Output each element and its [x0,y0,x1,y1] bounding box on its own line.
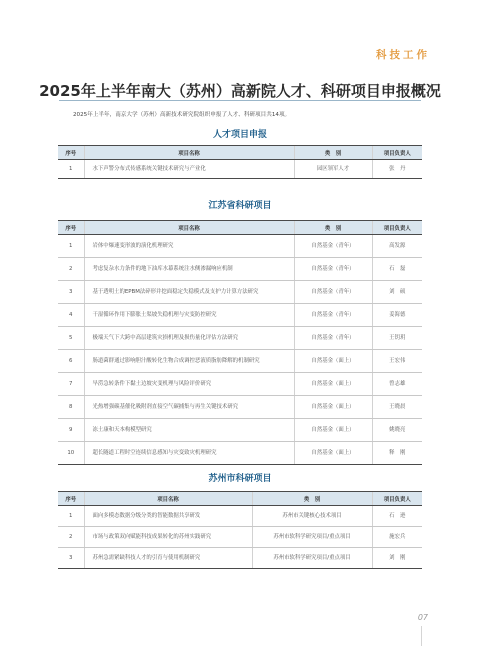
cell-name: 市场与政策双向赋能科技成果转化的苏州实践研究 [84,527,252,548]
table-row [58,396,422,419]
table-header-row [58,146,422,160]
cell-leader: 王宏伟 [372,350,422,373]
cell-no: 2 [58,258,84,281]
cell-leader: 高发源 [372,235,422,258]
header-category: 类 别 [294,221,372,235]
cell-category: 苏州市软科学研究项目/重点项目 [252,548,372,569]
table-row [58,527,422,548]
table-row [58,327,422,350]
cell-no: 1 [58,160,84,179]
talent-table [58,145,422,179]
table-row [58,160,422,179]
table-row [58,235,422,258]
cell-category: 自然基金（青年） [294,304,372,327]
section-title-jiangsu: 江苏省科研项目 [208,201,272,211]
suzhou-table [58,491,422,569]
header-category: 类 别 [294,146,372,160]
header-category: 类 别 [252,492,372,506]
cell-leader: 施宏兵 [372,527,422,548]
cell-leader: 刘 刚 [372,548,422,569]
table-header-row [58,221,422,235]
cell-leader: 姚晓亮 [372,419,422,442]
cell-leader: 曾志雄 [372,373,422,396]
cell-leader: 刘 硕 [372,281,422,304]
cell-category: 自然基金（面上） [294,373,372,396]
cell-leader: 石 逊 [372,506,422,527]
page-number: 07 [417,613,428,622]
cell-name: 面向多模态数据分级分类的智能数据共享研发 [84,506,252,527]
cell-category: 自然基金（青年） [294,258,372,281]
cell-name: 岩体中爆速变形波的演化机理研究 [84,235,294,258]
cell-name: 旱涝急转条件下黏土边坡灾变机理与风险评价研究 [84,373,294,396]
cell-no: 9 [58,419,84,442]
header-no: 序号 [58,221,84,235]
header-name: 项目名称 [84,221,294,235]
header-name: 项目名称 [84,492,252,506]
cell-category: 自然基金（青年） [294,235,372,258]
table-row [58,350,422,373]
cell-name: 光热增强碳基催化吸附剂直接空气碳捕集与再生关键技术研究 [84,396,294,419]
cell-name: 水下声警分布式传感系统关键技术研究与产业化 [84,160,294,179]
section-title-suzhou: 苏州市科研项目 [208,474,272,484]
cell-name: 干湿循环作用下膨胀土渠坡失稳机理与灾变防控研究 [84,304,294,327]
cell-no: 1 [58,235,84,258]
cell-name: 考虑复杂水力条件的地下油库水幕系统注水侧渗漏响应机制 [84,258,294,281]
section-tag: 科技工作 [376,49,430,61]
cell-no: 3 [58,281,84,304]
cell-category: 自然基金（面上） [294,396,372,419]
cell-category: 自然基金（青年） [294,281,372,304]
header-leader: 项目负责人 [372,492,422,506]
cell-leader: 张 丹 [372,160,422,179]
table-row [58,548,422,569]
cell-no: 3 [58,548,84,569]
cell-no: 8 [58,396,84,419]
page-title: 2025年上半年南大（苏州）高新院人才、科研项目申报概况 [39,82,441,100]
title-divider [59,100,421,101]
cell-no: 1 [58,506,84,527]
cell-leader: 释 刚 [372,442,422,465]
cell-no: 5 [58,327,84,350]
table-row [58,281,422,304]
cell-leader: 王晓晨 [372,396,422,419]
cell-category: 自然基金（面上） [294,350,372,373]
table-row [58,419,422,442]
cell-name: 基于透明土的EPBM法碎形并挖面稳定失稳模式及支护力计算方法研究 [84,281,294,304]
table-row [58,442,422,465]
cell-name: 肠道菌群通过影响胆汁酸转化生物合成调控恶液质脂肪降解的机制研究 [84,350,294,373]
cell-category: 苏州市软科学研究项目/重点项目 [252,527,372,548]
cell-name: 超长隧道工程时空连续信息感知与灾变致灾机理研究 [84,442,294,465]
table-header-row [58,492,422,506]
header-no: 序号 [58,146,84,160]
section-title-talent: 人才项目申报 [212,130,267,140]
table-row [58,258,422,281]
margin-rule [421,626,422,646]
cell-category: 自然基金（青年） [294,327,372,350]
cell-no: 2 [58,527,84,548]
header-name: 项目名称 [84,146,294,160]
cell-no: 6 [58,350,84,373]
intro-text: 2025年上半年，南京大学（苏州）高新技术研究院组织申报了人才、科研项目共14项。 [73,112,291,118]
cell-no: 10 [58,442,84,465]
cell-name: 苏州急需紧缺科技人才的引育与使用机制研究 [84,548,252,569]
cell-category: 自然基金（面上） [294,419,372,442]
header-leader: 项目负责人 [372,221,422,235]
cell-leader: 姜海德 [372,304,422,327]
table-row [58,506,422,527]
cell-no: 4 [58,304,84,327]
header-leader: 项目负责人 [372,146,422,160]
cell-category: 苏州市关键核心技术项目 [252,506,372,527]
cell-category: 园区领军人才 [294,160,372,179]
cell-category: 自然基金（面上） [294,442,372,465]
cell-name: 冻土康和天本构模型研究 [84,419,294,442]
header-no: 序号 [58,492,84,506]
cell-leader: 石 磊 [372,258,422,281]
cell-name: 极端天气下大跨中高层建筑灾损机理及损伤量化评估方法研究 [84,327,294,350]
jiangsu-table [58,220,422,465]
cell-no: 7 [58,373,84,396]
table-row [58,373,422,396]
cell-leader: 王钥玥 [372,327,422,350]
table-row [58,304,422,327]
